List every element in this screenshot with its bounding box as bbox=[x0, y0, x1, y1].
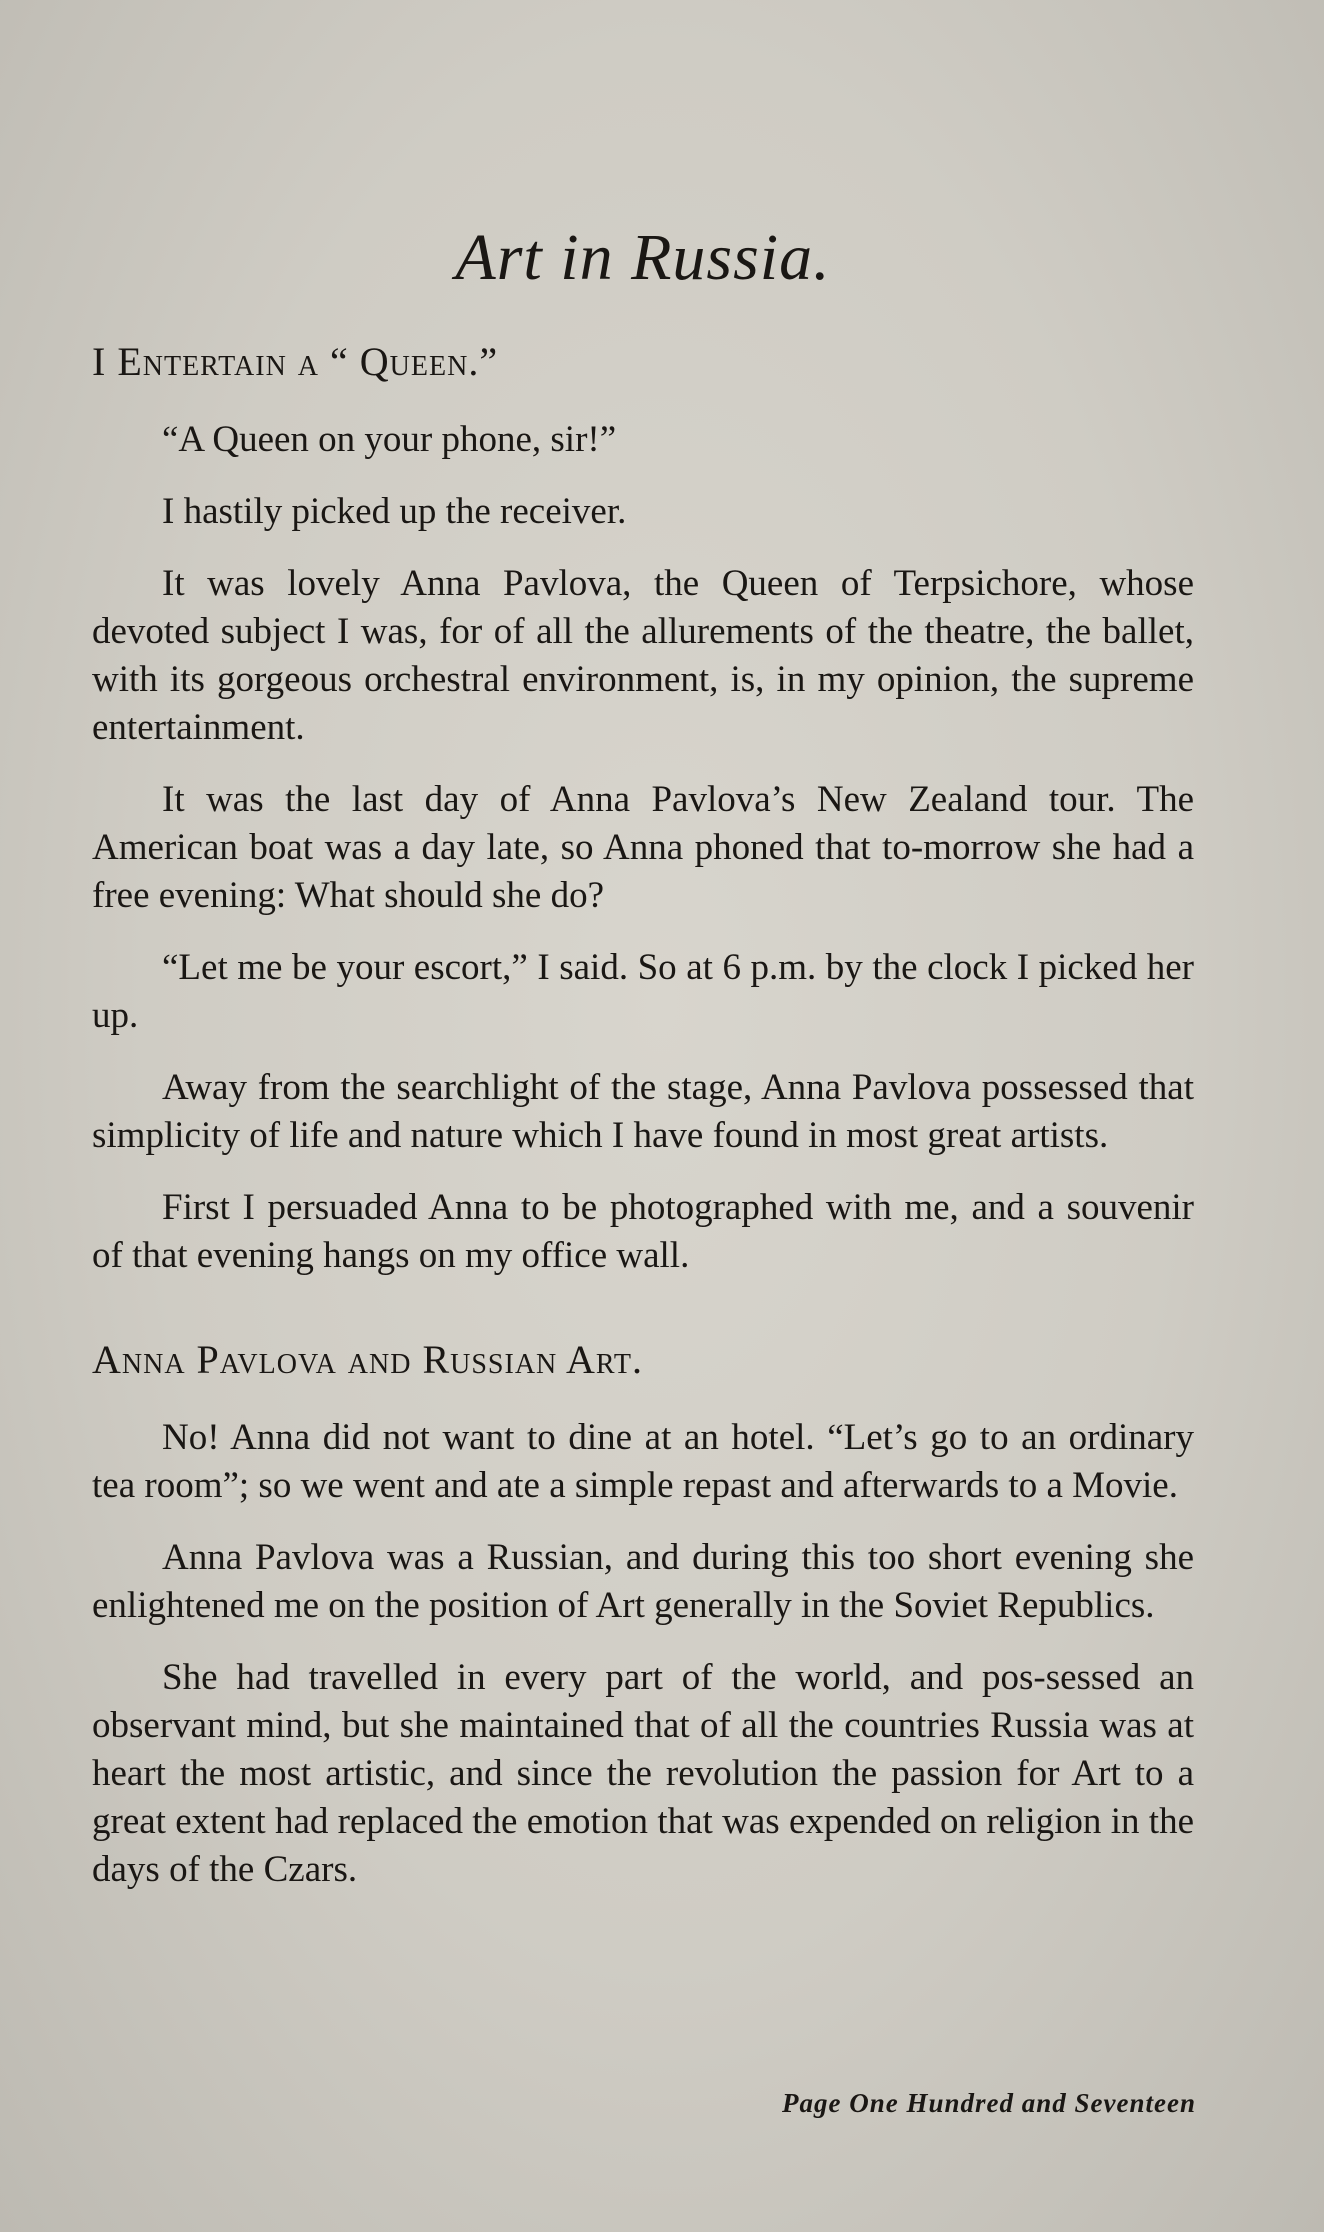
paragraph: First I persuaded Anna to be photographed with me, and a souvenir of that evening hangs on my office wall. bbox=[92, 1187, 1194, 1276]
paragraph: Away from the searchlight of the stage, Anna Pavlova possessed that simplicity of life and nature which I have found in most great artists. bbox=[92, 1067, 1194, 1156]
paragraph: It was lovely Anna Pavlova, the Queen of Terpsichore, whose devoted subject I was, for of all the allurements of the theatre, the ballet, with its gorgeous orchestral environment, is, in my opinion, the supreme entertainment. bbox=[92, 563, 1194, 748]
page-title: Art in Russia. bbox=[455, 221, 831, 294]
paragraph: It was the last day of Anna Pavlova’s New Zealand tour. The American boat was a day late, so Anna phoned that to-morrow she had a free evening: What should she do? bbox=[92, 779, 1194, 916]
page-number-footer: Page One Hundred and Seventeen bbox=[782, 2088, 1196, 2118]
paragraph: No! Anna did not want to dine at an hotel. “Let’s go to an ordinary tea room”; so we went and ate a simple repast and afterwards to a Movie. bbox=[92, 1417, 1194, 1506]
section-heading-entertain-queen: I Entertain a “ Queen.” bbox=[92, 339, 499, 384]
paragraph: I hastily picked up the receiver. bbox=[162, 491, 627, 532]
paragraph: “Let me be your escort,” I said. So at 6 p.m. by the clock I picked her up. bbox=[92, 947, 1194, 1036]
paragraph: “A Queen on your phone, sir!” bbox=[162, 419, 617, 460]
article-body bbox=[92, 218, 1194, 1918]
section-heading-pavlova-russian-art: Anna Pavlova and Russian Art. bbox=[92, 1337, 644, 1382]
paragraph: She had travelled in every part of the world, and pos-sessed an observant mind, but she maintained that of all the countries Russia was at heart the most artistic, and since the revolution the passion for Art to a great extent had replaced the emotion that was expended on religion in the days of the Czars. bbox=[92, 1657, 1194, 1890]
paragraph: Anna Pavlova was a Russian, and during this too short evening she enlightened me on the position of Art generally in the Soviet Republics. bbox=[92, 1537, 1194, 1626]
